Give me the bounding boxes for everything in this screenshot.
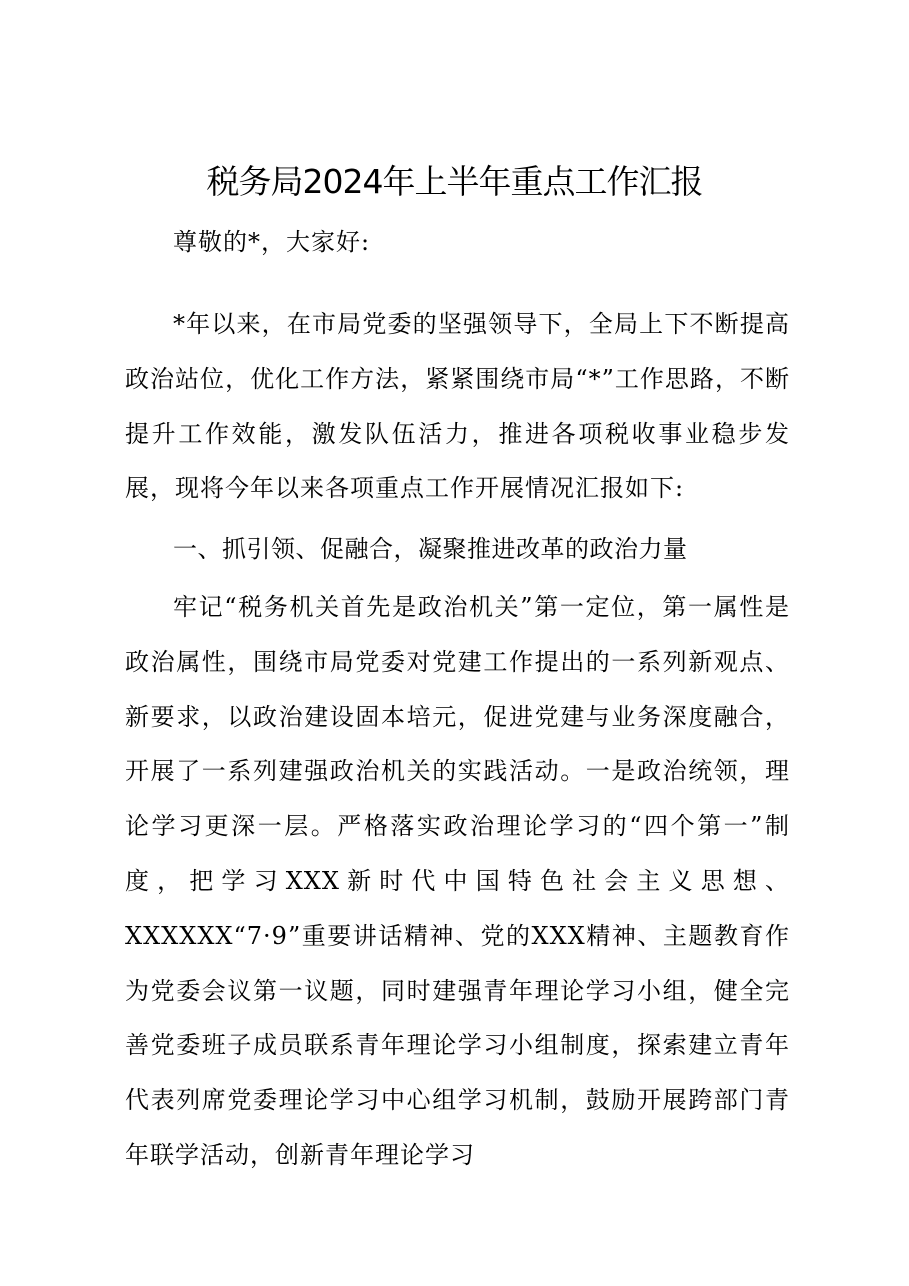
section-heading: 一、抓引领、促融合，凝聚推进改革的政治力量 xyxy=(173,535,688,563)
section-paragraph: 牢记“税务机关首先是政治机关”第一定位，第一属性是政治属性，围绕市局党委对党建工作提出的一系列新观点、新要求，以政治建设固本培元，促进党建与业务深度融合，开展了一系列建强政治机关的实践活动。一是政治统领，理论学习更深一层。严格落实政治理论学习的“四个第一”制度，把学习XXX新时代中国特色社会主义思想、XXXXXX“7·9”重要讲话精神、党的XXX精神、主题教育作为党委会议第一议题，同时建强青年理论学习小组，健全完善党委班子成员联系青年理论学习小组制度，探索建立青年代表列席党委理论学习中心组学习机制，鼓励开展跨部门青年联学活动，创新青年理论学习 xyxy=(125,593,790,1169)
greeting-paragraph: 尊敬的*，大家好: xyxy=(173,228,371,256)
document-title: 税务局2024年上半年重点工作汇报 xyxy=(206,162,703,201)
intro-paragraph: *年以来，在市局党委的坚强领导下，全局上下不断提高政治站位，优化工作方法，紧紧围绕市局“*”工作思路，不断提升工作效能，激发队伍活力，推进各项税收事业稳步发展，现将今年以来各项重点工作开展情况汇报如下: xyxy=(125,310,790,503)
